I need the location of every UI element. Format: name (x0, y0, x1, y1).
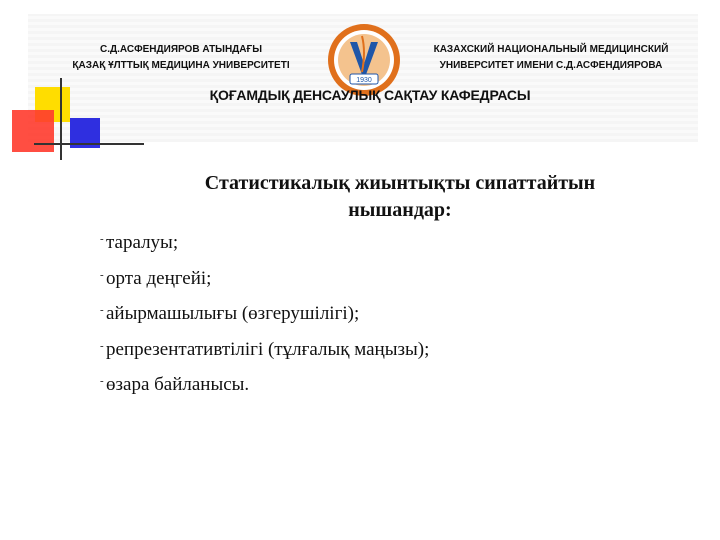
university-name-kazakh-line1: С.Д.АСФЕНДИЯРОВ АТЫНДАҒЫ (100, 44, 262, 55)
list-item (100, 268, 660, 304)
bullet-dash: - (100, 233, 104, 245)
university-name-russian-line2: УНИВЕРСИТЕТ ИМЕНИ С.Д.АСФЕНДИЯРОВА (439, 60, 663, 71)
bullet-dash: - (100, 268, 104, 281)
seal-year: 1930 (356, 77, 372, 84)
properties-list (100, 232, 660, 410)
list-item (100, 339, 660, 375)
university-name-russian-line1: КАЗАХСКИЙ НАЦИОНАЛЬНЫЙ МЕДИЦИНСКИЙ (433, 44, 669, 55)
decor-horizontal-line (34, 143, 144, 145)
slide-title-line2: нышандар: (348, 199, 452, 221)
slide-title-line1: Статистикалық жиынтықты сипаттайтын (204, 172, 596, 194)
university-name-russian (402, 42, 700, 74)
university-name-kazakh-line2: ҚАЗАҚ ҰЛТТЫҚ МЕДИЦИНА УНИВЕРСИТЕТІ (72, 60, 290, 71)
list-item (100, 374, 660, 410)
list-item-text: айырмашылығы (өзгерушілігі); (106, 303, 360, 324)
list-item (100, 232, 660, 268)
list-item-text: таралуы; (106, 232, 179, 253)
list-item-text: өзара байланысы. (106, 374, 250, 395)
bullet-dash: - (100, 375, 104, 387)
decor-red-square (12, 110, 54, 152)
department-name: ҚОҒАМДЫҚ ДЕНСАУЛЫҚ САҚТАУ КАФЕДРАСЫ (209, 87, 531, 103)
bullet-dash: - (100, 304, 104, 316)
list-item (100, 303, 660, 339)
decor-vertical-line (60, 78, 62, 160)
list-item-text: орта деңгейі; (106, 267, 212, 289)
university-name-kazakh (40, 42, 322, 74)
slide-title (150, 170, 650, 224)
list-item-text: репрезентативтілігі (тұлғалық маңызы); (106, 338, 430, 360)
bullet-dash: - (100, 339, 104, 352)
